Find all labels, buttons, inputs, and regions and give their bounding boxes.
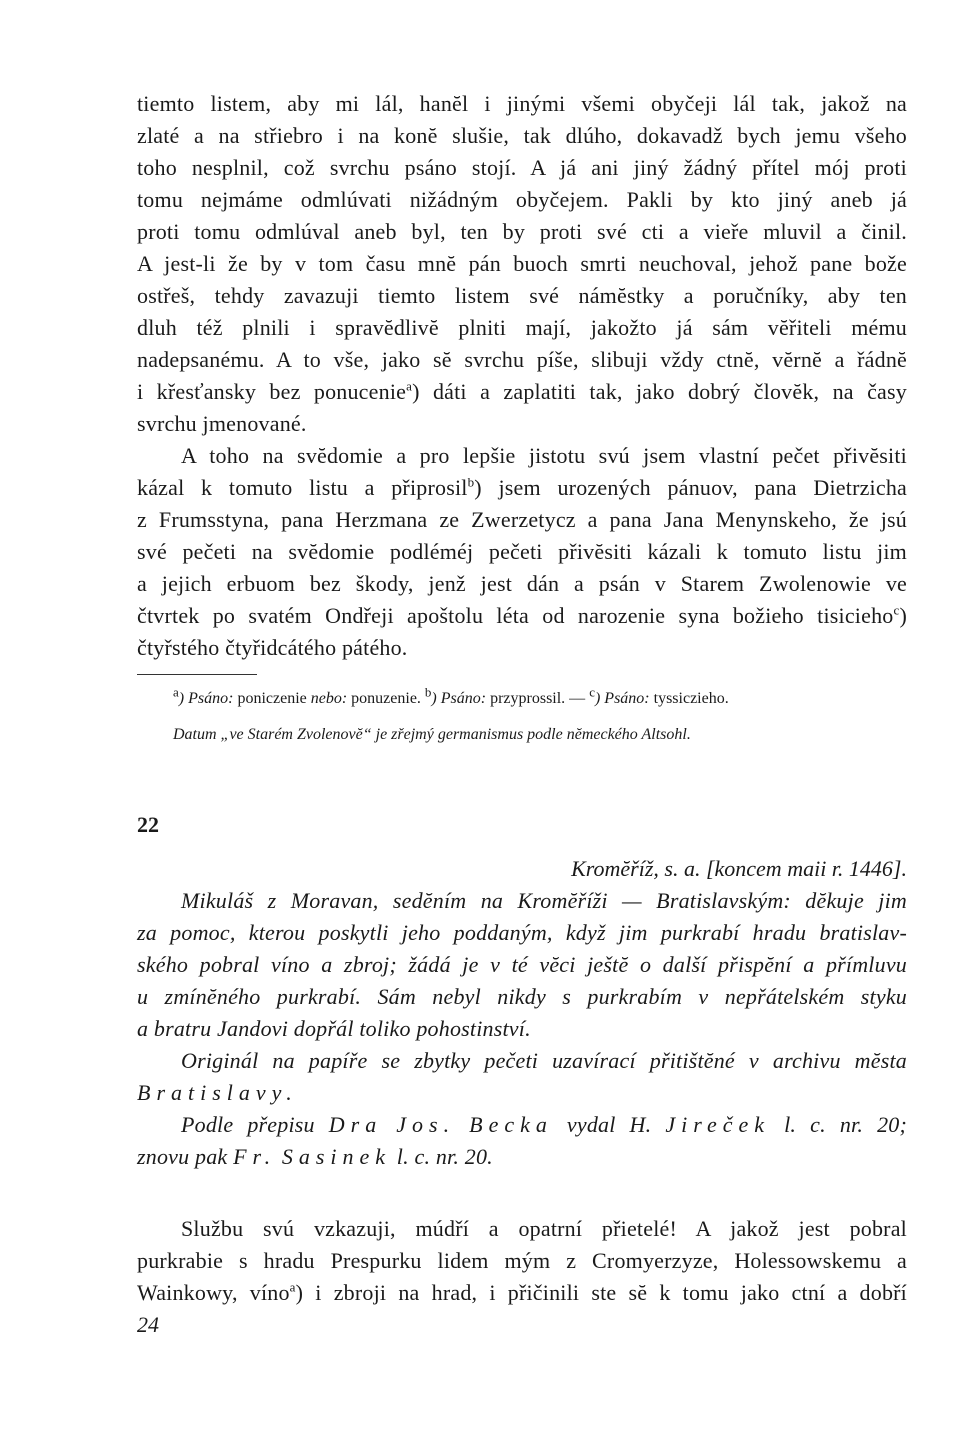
document-page bbox=[137, 88, 907, 1341]
text-line: purkrabie s hradu Prespurku lidem mým z Cromyerzyze, Holessowskemu a bbox=[137, 1248, 907, 1273]
text-line: kázal k tomuto listu a připrosil$^b$) jsem urozených pánuov, pana Dietrzicha bbox=[137, 474, 907, 500]
text-line: u zmínĕného purkrabí. Sám nebyl nikdy s purkrabím v nepřátelském styku bbox=[137, 984, 907, 1009]
text-line: své pečeti na svĕdomie podléméj pečeti přivĕsiti kázali k tomuto listu jim bbox=[137, 539, 907, 564]
text-line: a jejich erbuom bez škody, jenž jest dán a psán v Starem Zwolenowie ve bbox=[137, 571, 907, 596]
text-line: Wainkowy, víno$^a$) i zbroji na hrad, i přičinili ste sĕ k tomu jako ctní a dobří bbox=[137, 1279, 907, 1305]
footnote-mark: a bbox=[406, 378, 413, 394]
text-line: svrchu jmenované. bbox=[137, 411, 307, 436]
page-number: 24 bbox=[137, 1312, 159, 1337]
text-line: i křesťansky bez ponucenie$^a$) dáti a zaplatiti tak, jako dobrý človĕk, na časy bbox=[137, 378, 907, 404]
letter-text bbox=[137, 1213, 907, 1309]
text-line: Mikuláš z Moravan, sedĕním na Kromĕříži — Bratislavským: dĕkuje jim bbox=[181, 888, 907, 913]
text-line: čtyřstého čtyřidcátého pátého. bbox=[137, 635, 408, 660]
paragraph-1 bbox=[137, 88, 907, 440]
text-line: toho nesplnil, což svrchu psáno stojí. A já ani jiný žádný přítel mój proti bbox=[137, 155, 907, 180]
text-line: ského pobral víno a zbroj; žádá je v té vĕci ještĕ o další přispĕní a přímluvu bbox=[137, 952, 907, 977]
text-line: Bratislavy. bbox=[137, 1080, 298, 1105]
text-line: A jest-li že by v tom času mnĕ pán buoch smrti neuchoval, jehož pane bože bbox=[137, 251, 907, 276]
text-line: čtvrtek po svatém Ondřeji apoštolu léta od narozenie syna božieho tisicieho$^c$) bbox=[137, 602, 907, 628]
dateline: Kromĕříž, s. a. [koncem maii r. 1446]. bbox=[571, 856, 907, 881]
footnote-mark: c bbox=[893, 602, 900, 618]
text-line: Službu svú vzkazuji, múdří a opatrní přietelé! A jakož jest pobral bbox=[181, 1216, 907, 1241]
text-line: ostřeš, tehdy zavazuji tiemto listem své námĕstky a poručníky, aby ten bbox=[137, 283, 907, 308]
text-line: tiemto listem, aby mi lál, hanĕl i jinými všemi obyčeji lál tak, jakož na bbox=[137, 91, 907, 116]
text-line: za pomoc, kterou poskytli jeho poddaným, když jim purkrabí hradu bratislav- bbox=[137, 920, 907, 945]
text-line: nadepsanému. A to vše, jako sĕ svrchu píše, slibuji vždy ctnĕ, vĕrnĕ a řádnĕ bbox=[137, 347, 907, 372]
text-line: proti tomu odmlúval aneb byl, ten by proti své cti a vieře mluvil a činil. bbox=[137, 219, 907, 244]
footnote-mark: a bbox=[289, 1279, 296, 1295]
document-number: 22 bbox=[137, 812, 159, 837]
edition-source bbox=[137, 1109, 907, 1173]
footnote-divider bbox=[137, 674, 257, 675]
text-line: zlaté a na střiebro i na konĕ slušie, tak dlúho, dokavadž bych jemu všeho bbox=[137, 123, 907, 148]
paragraph-2 bbox=[137, 440, 907, 664]
footnotes: $^a$) Psáno: poniczenie nebo: ponuzenie. $^b$) Psáno: przyprossil. — $^c$) Psáno: tyssiczieho. bbox=[173, 684, 729, 707]
text-line: znovu pak Fr. Sasinek l. c. nr. 20. bbox=[137, 1144, 493, 1169]
text-line: z Frumsstyna, pana Herzmana ze Zwerzetycz a pana Jana Menynskeho, že jsú bbox=[137, 507, 907, 532]
text-line: A toho na svĕdomie a pro lepšie jistotu svú jsem vlastní pečet přivĕsiti bbox=[181, 443, 907, 468]
text-line: dluh též plnili i spravĕdlivĕ plniti mají, jakožto já sám vĕřiteli mému bbox=[137, 315, 907, 340]
original-source bbox=[137, 1045, 907, 1109]
text-line: a bratru Jandovi dopřál toliko pohostinství. bbox=[137, 1016, 531, 1041]
text-line: Originál na papíře se zbytky pečeti uzavírací přitištĕné v archivu mĕsta bbox=[181, 1048, 907, 1073]
summary bbox=[137, 885, 907, 1045]
text-line: tomu nejmáme odmlúvati nižádným obyčejem. Pakli by kto jiný aneb já bbox=[137, 187, 907, 212]
editorial-note: Datum „ve Starém Zvolenovĕ“ je zřejmý germanismus podle nĕmeckého Altsohl. bbox=[173, 726, 691, 743]
footnote-mark: b bbox=[467, 474, 475, 490]
text-line: Podle přepisu Dra Jos. Becka vydal H. Jireček l. c. nr. 20; bbox=[181, 1112, 907, 1137]
